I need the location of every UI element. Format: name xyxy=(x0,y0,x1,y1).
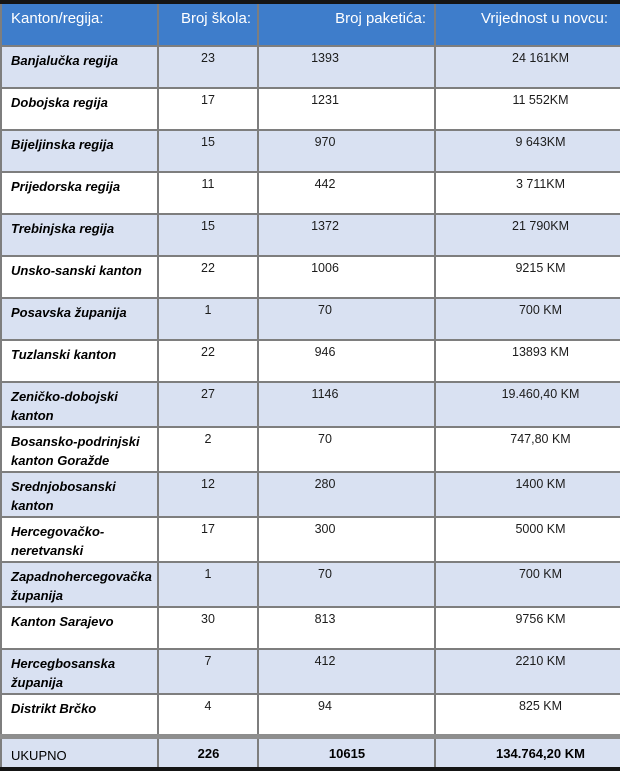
value-cell: 5000 KM xyxy=(435,517,620,562)
value-cell: 9756 KM xyxy=(435,607,620,649)
total-packages-cell: 10615 xyxy=(258,736,435,769)
table-row xyxy=(1,130,620,172)
table-body xyxy=(1,46,620,736)
value-cell: 24 161KM xyxy=(435,46,620,88)
value-cell: 11 552KM xyxy=(435,88,620,130)
schools-cell: 22 xyxy=(158,340,258,382)
table-row xyxy=(1,607,620,649)
table-row xyxy=(1,340,620,382)
kanton-cell: Unsko-sanski kanton xyxy=(1,256,158,298)
schools-cell: 30 xyxy=(158,607,258,649)
table-row xyxy=(1,298,620,340)
packages-cell: 946 xyxy=(258,340,435,382)
schools-cell: 15 xyxy=(158,130,258,172)
packages-cell: 412 xyxy=(258,649,435,694)
kanton-cell: Zeničko-dobojski kanton xyxy=(1,382,158,427)
packages-cell: 300 xyxy=(258,517,435,562)
col-header-packages: Broj paketića: xyxy=(258,2,435,46)
packages-cell: 1231 xyxy=(258,88,435,130)
table-row xyxy=(1,256,620,298)
schools-cell: 1 xyxy=(158,562,258,607)
kanton-cell: Prijedorska regija xyxy=(1,172,158,214)
schools-cell: 7 xyxy=(158,649,258,694)
table-row xyxy=(1,562,620,607)
packages-cell: 1006 xyxy=(258,256,435,298)
packages-cell: 70 xyxy=(258,427,435,472)
schools-cell: 11 xyxy=(158,172,258,214)
value-cell: 21 790KM xyxy=(435,214,620,256)
value-cell: 700 KM xyxy=(435,562,620,607)
table-header xyxy=(1,2,620,46)
value-cell: 700 KM xyxy=(435,298,620,340)
table-row xyxy=(1,649,620,694)
kanton-cell: Dobojska regija xyxy=(1,88,158,130)
schools-cell: 1 xyxy=(158,298,258,340)
packages-cell: 70 xyxy=(258,562,435,607)
schools-cell: 17 xyxy=(158,88,258,130)
packages-cell: 94 xyxy=(258,694,435,736)
value-cell: 1400 KM xyxy=(435,472,620,517)
packages-cell: 70 xyxy=(258,298,435,340)
packages-cell: 1393 xyxy=(258,46,435,88)
total-label-cell: UKUPNO xyxy=(1,736,158,769)
kanton-cell: Banjalučka regija xyxy=(1,46,158,88)
kanton-cell: Trebinjska regija xyxy=(1,214,158,256)
kanton-cell: Zapadnohercegovačka županija xyxy=(1,562,158,607)
packages-cell: 280 xyxy=(258,472,435,517)
packages-cell: 1146 xyxy=(258,382,435,427)
table-row xyxy=(1,694,620,736)
value-cell: 3 711KM xyxy=(435,172,620,214)
col-header-kanton: Kanton/regija: xyxy=(1,2,158,46)
schools-cell: 15 xyxy=(158,214,258,256)
schools-cell: 27 xyxy=(158,382,258,427)
kanton-cell: Srednjobosanski kanton xyxy=(1,472,158,517)
kanton-cell: Tuzlanski kanton xyxy=(1,340,158,382)
packages-cell: 970 xyxy=(258,130,435,172)
total-row xyxy=(1,736,620,769)
packages-cell: 813 xyxy=(258,607,435,649)
table-row xyxy=(1,517,620,562)
value-cell: 19.460,40 KM xyxy=(435,382,620,427)
packages-cell: 1372 xyxy=(258,214,435,256)
kanton-cell: Kanton Sarajevo xyxy=(1,607,158,649)
kanton-cell: Hercegbosanska županija xyxy=(1,649,158,694)
table-row xyxy=(1,472,620,517)
table-row xyxy=(1,427,620,472)
schools-cell: 4 xyxy=(158,694,258,736)
total-schools-cell: 226 xyxy=(158,736,258,769)
table-row xyxy=(1,382,620,427)
table-row xyxy=(1,88,620,130)
header-row xyxy=(1,2,620,46)
schools-cell: 12 xyxy=(158,472,258,517)
table-footer xyxy=(1,736,620,769)
schools-cell: 17 xyxy=(158,517,258,562)
table-row xyxy=(1,46,620,88)
kanton-cell: Bosansko-podrinjski kanton Goražde xyxy=(1,427,158,472)
value-cell: 747,80 KM xyxy=(435,427,620,472)
kanton-cell: Hercegovačko-neretvanski xyxy=(1,517,158,562)
table-row xyxy=(1,172,620,214)
kanton-cell: Bijeljinska regija xyxy=(1,130,158,172)
value-cell: 9215 KM xyxy=(435,256,620,298)
total-value-cell: 134.764,20 KM xyxy=(435,736,620,769)
schools-cell: 23 xyxy=(158,46,258,88)
value-cell: 2210 KM xyxy=(435,649,620,694)
table-row xyxy=(1,214,620,256)
value-cell: 13893 KM xyxy=(435,340,620,382)
schools-cell: 2 xyxy=(158,427,258,472)
value-cell: 825 KM xyxy=(435,694,620,736)
schools-cell: 22 xyxy=(158,256,258,298)
kanton-cell: Posavska županija xyxy=(1,298,158,340)
col-header-schools: Broj škola: xyxy=(158,2,258,46)
kanton-cell: Distrikt Brčko xyxy=(1,694,158,736)
value-cell: 9 643KM xyxy=(435,130,620,172)
packages-cell: 442 xyxy=(258,172,435,214)
col-header-value: Vrijednost u novcu: xyxy=(435,2,620,46)
